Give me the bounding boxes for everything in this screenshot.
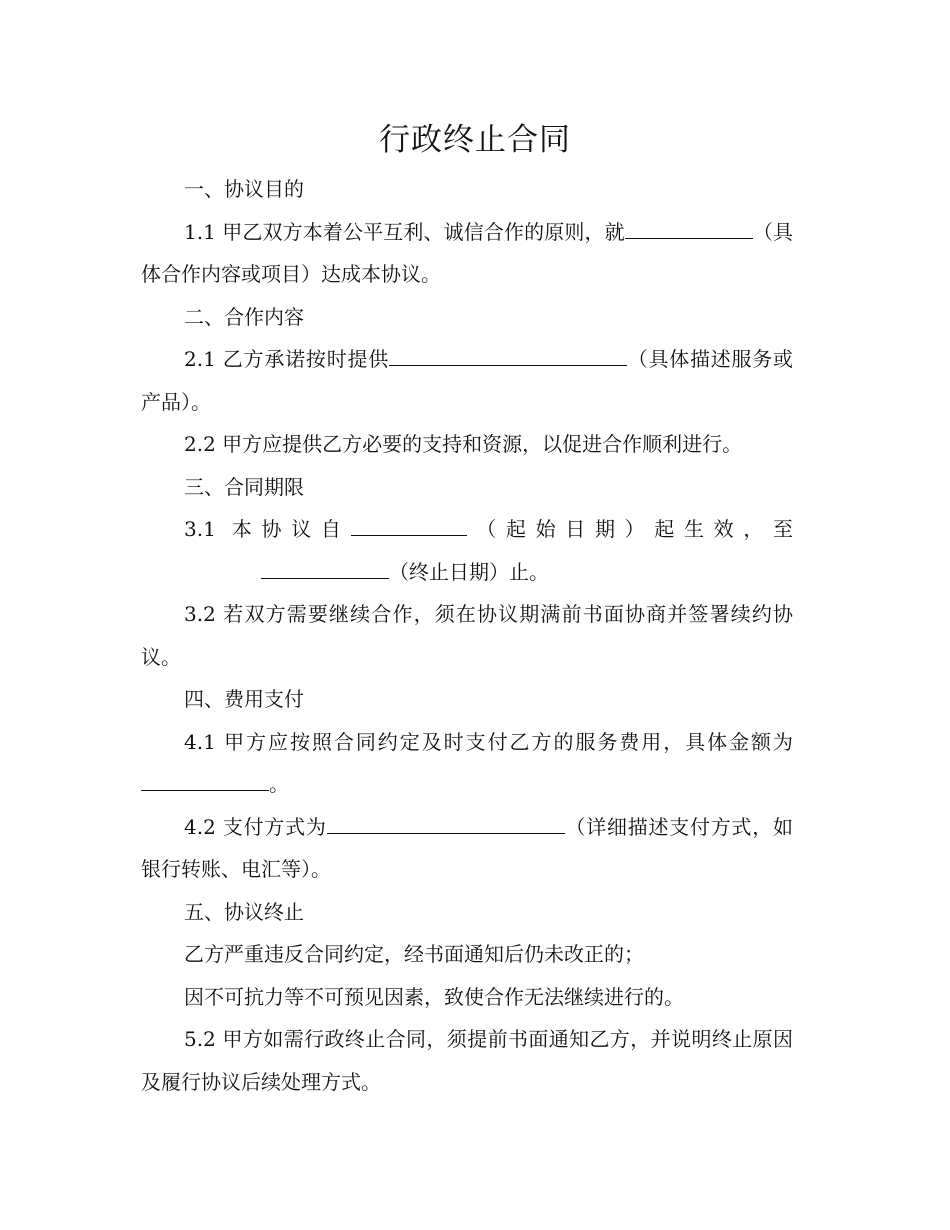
clause-4-2-text-b: （详细描述支付方式，如银行转账、电汇等）。 — [141, 814, 794, 881]
clause-3-2: 3.2 若双方需要继续合作，须在协议期满前书面协商并签署续约协议。 — [141, 602, 793, 669]
section-heading-2: 二、合作内容 — [184, 304, 304, 329]
clause-5-item-b: 因不可抗力等不可预见因素，致使合作无法继续进行的。 — [184, 984, 684, 1009]
clause-3-1-text-c: （终止日期）止。 — [389, 559, 549, 584]
blank-field — [389, 340, 627, 366]
clause-2-1-text-a: 2.1 乙方承诺按时提供 — [184, 347, 389, 371]
document-body — [141, 168, 793, 1103]
section-heading-4: 四、费用支付 — [184, 687, 304, 711]
clause-3-1 — [141, 508, 793, 593]
blank-field — [625, 213, 753, 239]
clause-1-1-text-a: 1.1 甲乙双方本着公平互利、诚信合作的原则，就 — [184, 219, 625, 244]
clause-4-2-text-a: 4.2 支付方式为 — [184, 814, 327, 839]
section-heading-1: 一、协议目的 — [184, 177, 304, 201]
blank-field — [261, 553, 389, 579]
clause-5-item-a: 乙方严重违反合同约定，经书面通知后仍未改正的； — [184, 942, 644, 966]
clause-1-1 — [141, 211, 793, 296]
clause-5-2: 5.2 甲方如需行政终止合同，须提前书面通知乙方，并说明终止原因及履行协议后续处理方式。 — [141, 1027, 793, 1094]
blank-field — [327, 808, 565, 834]
clause-2-1 — [141, 338, 793, 423]
document-title: 行政终止合同 — [379, 121, 571, 158]
clause-2-2: 2.2 甲方应提供乙方必要的支持和资源，以促进合作顺利进行。 — [184, 432, 743, 456]
clause-1-1-text-b: （具体合作内容或项目）达成本协议。 — [141, 219, 793, 286]
clause-3-1-text-a: 3.1 本协议自 — [184, 517, 351, 541]
clause-4-2 — [141, 806, 793, 891]
blank-field — [351, 510, 467, 536]
blank-field — [141, 765, 269, 791]
section-heading-5: 五、协议终止 — [184, 899, 304, 924]
clause-3-1-text-b: （起始日期）起生效，至 — [466, 517, 794, 541]
clause-4-1 — [141, 721, 793, 806]
section-heading-3: 三、合同期限 — [184, 474, 304, 499]
clause-2-1-text-b: （具体描述服务或产品）。 — [141, 347, 794, 414]
clause-4-1-text-a: 4.1 甲方应按照合同约定及时支付乙方的服务费用，具体金额为 — [184, 729, 793, 754]
clause-4-1-text-b: 。 — [269, 772, 289, 796]
